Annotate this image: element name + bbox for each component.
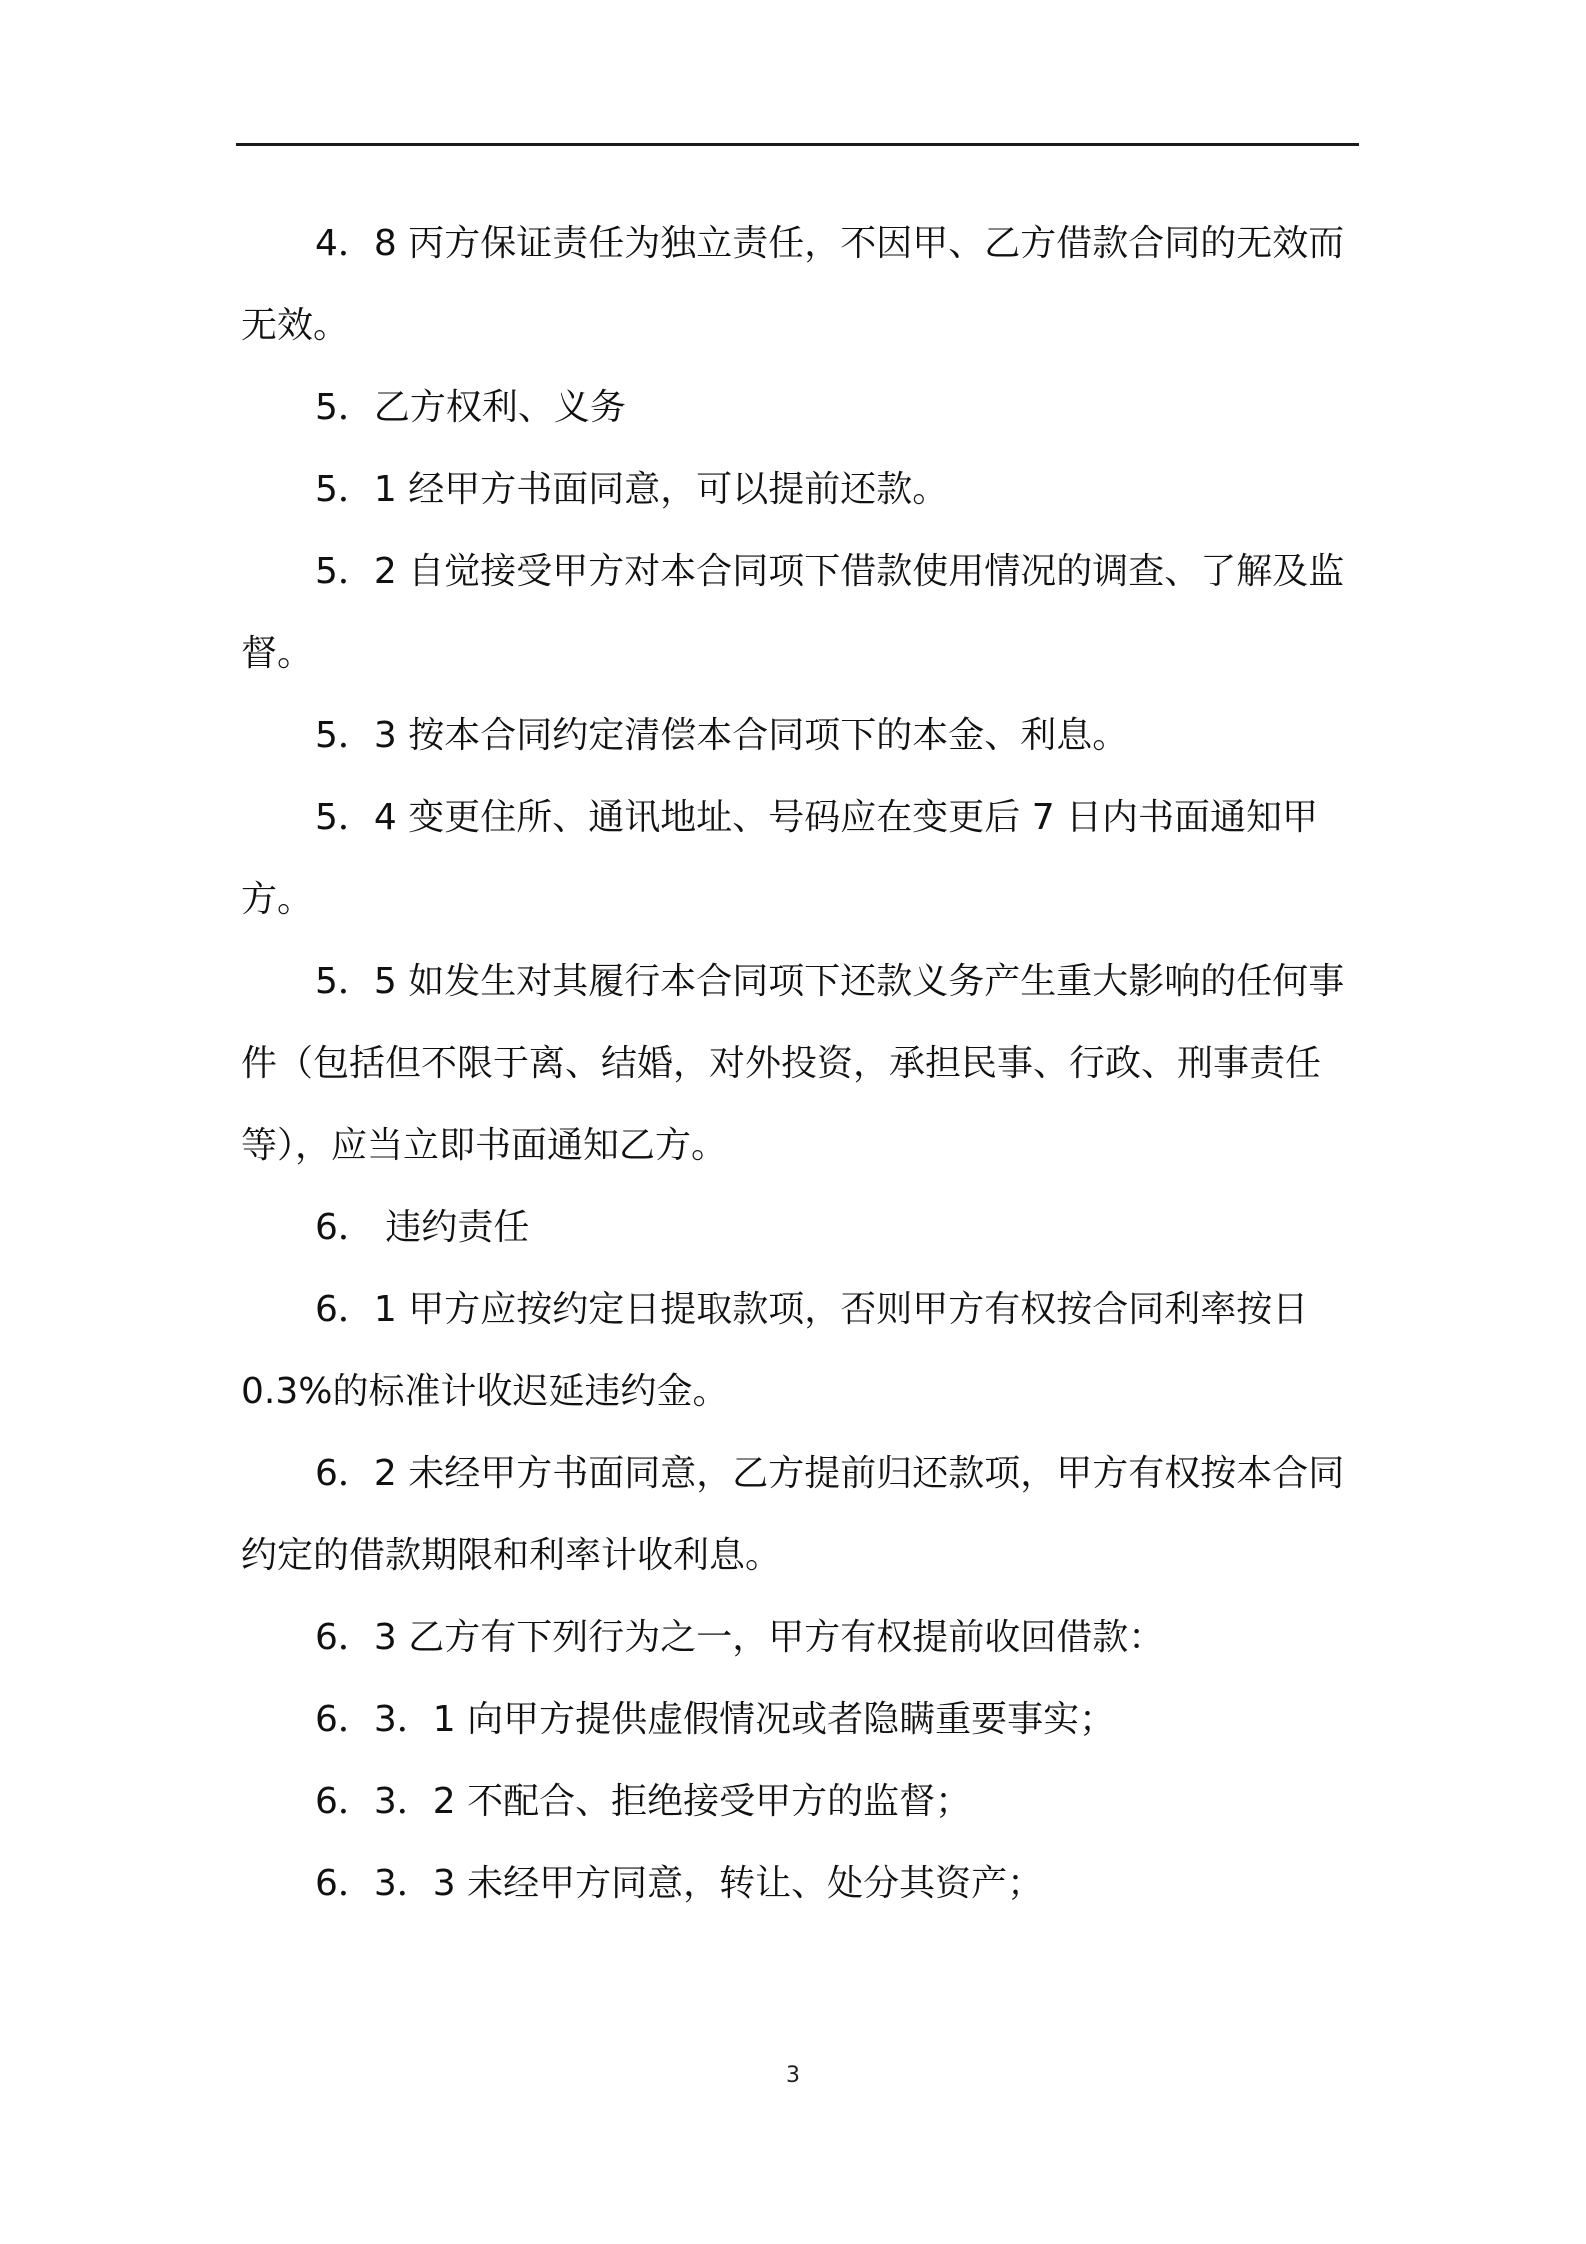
clause-6-2: 6．2 未经甲方书面同意，乙方提前归还款项，甲方有权按本合同约定的借款期限和利率计收利息。: [241, 1453, 1345, 1576]
header-rule: [236, 143, 1359, 146]
section-6-heading: 6． 违约责任: [315, 1207, 530, 1248]
clause-6-1: 6．1 甲方应按约定日提取款项，否则甲方有权按合同利率按日 0.3%的标准计收迟延违约金。: [241, 1289, 1309, 1412]
clause-5-2: 5．2 自觉接受甲方对本合同项下借款使用情况的调查、了解及监督。: [241, 551, 1345, 674]
clause-6-3-1: 6．3．1 向甲方提供虚假情况或者隐瞒重要事实；: [315, 1699, 1116, 1740]
page-number: 3: [786, 2063, 800, 2088]
clause-6-3-3: 6．3．3 未经甲方同意，转让、处分其资产；: [315, 1863, 1044, 1904]
clause-4-8: 4．8 丙方保证责任为独立责任，不因甲、乙方借款合同的无效而无效。: [241, 223, 1345, 346]
clause-5-4: 5．4 变更住所、通讯地址、号码应在变更后 7 日内书面通知甲方。: [241, 797, 1319, 920]
document-body: [241, 203, 1351, 1925]
clause-6-3-2: 6．3．2 不配合、拒绝接受甲方的监督；: [315, 1781, 972, 1822]
section-5-heading: 5．乙方权利、义务: [315, 387, 626, 428]
clause-5-5: 5．5 如发生对其履行本合同项下还款义务产生重大影响的任何事件（包括但不限于离、结婚，对外投资，承担民事、行政、刑事责任等），应当立即书面通知乙方。: [241, 961, 1345, 1166]
clause-6-3: 6．3 乙方有下列行为之一，甲方有权提前收回借款：: [315, 1617, 1165, 1658]
clause-5-3: 5．3 按本合同约定清偿本合同项下的本金、利息。: [315, 715, 1129, 756]
clause-5-1: 5．1 经甲方书面同意，可以提前还款。: [315, 469, 949, 510]
